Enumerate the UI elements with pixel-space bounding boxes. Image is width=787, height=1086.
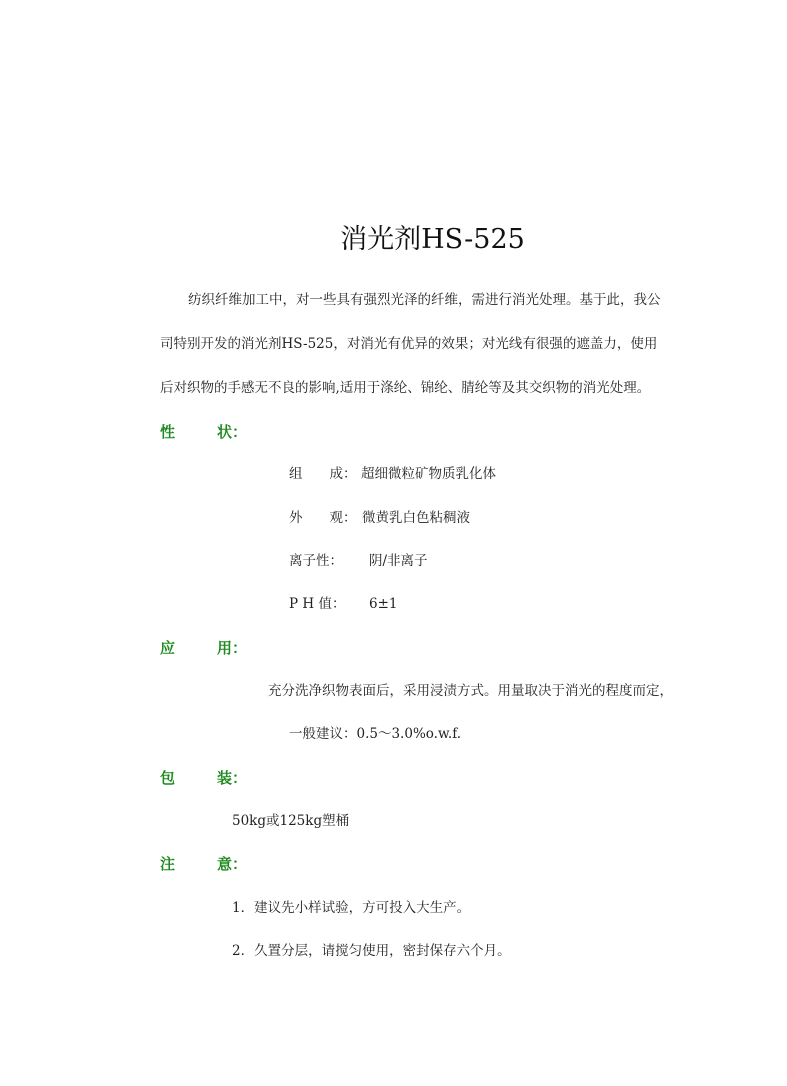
- property-value: 超细微粒矿物质乳化体: [361, 466, 496, 482]
- section-heading-properties: [160, 422, 248, 442]
- property-label: P H 值：: [289, 596, 346, 612]
- property-label: 外 观：: [289, 510, 357, 526]
- heading-char: 包: [160, 769, 176, 787]
- heading-char: 状：: [217, 423, 248, 441]
- heading-char: 装：: [217, 769, 248, 787]
- intro-line: 司特别开发的消光剂HS-525，对消光有优异的效果；对光线有很强的遮盖力，使用: [160, 336, 658, 352]
- note-item: 1．建议先小样试验，方可投入大生产。: [232, 900, 471, 916]
- packaging-text: 50kg或125kg塑桶: [232, 813, 350, 829]
- section-heading-notes: [160, 854, 248, 874]
- note-item: 2．久置分层，请搅匀使用，密封保存六个月。: [232, 943, 511, 959]
- heading-char: 注: [160, 855, 176, 873]
- application-line: 一般建议：0.5～3.0%o.w.f.: [289, 726, 461, 742]
- heading-char: 用：: [217, 639, 248, 657]
- property-value: 6±1: [369, 596, 398, 612]
- intro-line: 后对织物的手感无不良的影响,适用于涤纶、锦纶、腈纶等及其交织物的消光处理。: [160, 380, 651, 396]
- property-label: 离子性：: [289, 553, 343, 569]
- section-heading-application: [160, 638, 248, 658]
- property-value: 微黄乳白色粘稠液: [362, 510, 470, 526]
- section-heading-packaging: [160, 768, 248, 788]
- document-title: 消光剂HS-525: [340, 224, 525, 255]
- application-line: 充分洗净织物表面后，采用浸渍方式。用量取决于消光的程度而定，: [268, 683, 673, 699]
- property-value: 阴/非离子: [369, 553, 428, 569]
- heading-char: 意：: [217, 855, 248, 873]
- heading-char: 应: [160, 639, 176, 657]
- intro-line: 纺织纤维加工中，对一些具有强烈光泽的纤维，需进行消光处理。基于此，我公: [188, 292, 661, 308]
- property-label: 组 成：: [289, 466, 357, 482]
- heading-char: 性: [160, 423, 176, 441]
